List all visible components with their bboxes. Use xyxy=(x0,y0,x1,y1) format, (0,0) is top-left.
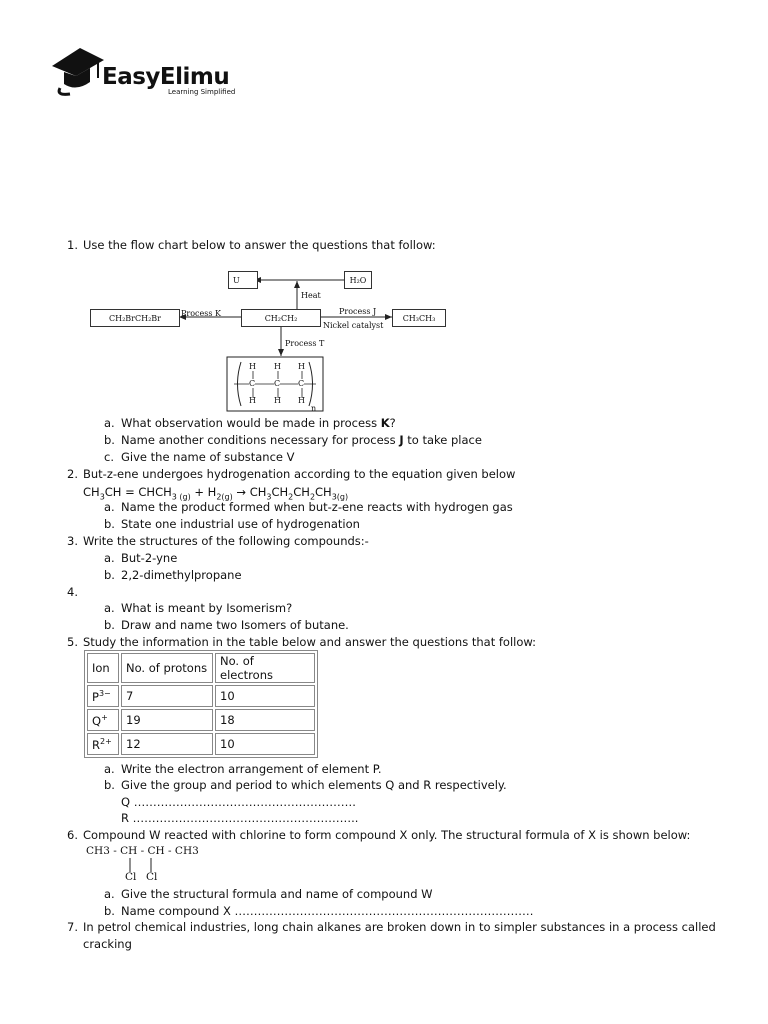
eq-part: + H xyxy=(190,485,217,499)
q5-number: 5. xyxy=(67,635,78,649)
brand-name: EasyElimu xyxy=(102,64,230,90)
q1b-bold: J xyxy=(399,433,404,447)
q3b-mark: b. xyxy=(104,568,115,582)
table-header: Ion xyxy=(87,653,119,683)
q3-text: Write the structures of the following compounds:- xyxy=(83,534,369,548)
eq-part: CH xyxy=(315,485,332,499)
eq-sub: 3 (g) xyxy=(171,492,191,502)
q4b-text: Draw and name two Isomers of butane. xyxy=(121,618,349,632)
ion-symbol: Q xyxy=(92,713,102,728)
q6-number: 6. xyxy=(67,828,78,842)
q1a-bold: K xyxy=(380,416,390,430)
eq-sub: 2 xyxy=(288,492,294,502)
electrons-cell: 10 xyxy=(215,733,315,755)
q6b-mark: b. xyxy=(104,904,115,918)
q6a-mark: a. xyxy=(104,887,115,901)
q1-number: 1. xyxy=(67,238,78,252)
box-u: U xyxy=(228,271,258,289)
q5a-text: Write the electron arrangement of element P. xyxy=(121,762,382,776)
q5b-text: Give the group and period to which elements Q and R respectively. xyxy=(121,778,507,792)
q7-text: In petrol chemical industries, long chain alkanes are broken down in to simpler substances in a process called xyxy=(83,920,716,934)
box-h2o: H₂O xyxy=(344,271,372,289)
q1b-text xyxy=(121,433,482,447)
eq-sub: 2(g) xyxy=(216,492,233,502)
eq-part: CH xyxy=(83,485,100,499)
table-row xyxy=(87,709,315,731)
q2a-text: Name the product formed when but-z-ene reacts with hydrogen gas xyxy=(121,500,513,514)
q4-number: 4. xyxy=(67,585,78,599)
ion-cell xyxy=(87,685,119,707)
eq-part: CH = CHCH xyxy=(104,485,172,499)
q6-text: Compound W reacted with chlorine to form compound X only. The structural formula of X is shown below: xyxy=(83,828,691,842)
q1a-post: ? xyxy=(389,416,396,430)
ion-symbol: R xyxy=(92,737,100,752)
q1c-text: Give the name of substance V xyxy=(121,450,295,464)
polymer-h: H xyxy=(298,396,305,405)
q1a-mark: a. xyxy=(104,416,115,430)
polymer-c: C xyxy=(274,379,281,388)
q6-formula: CH3 - CH - CH - CH3 xyxy=(86,845,199,857)
ion-cell xyxy=(87,733,119,755)
q2-equation xyxy=(83,485,348,501)
q1-text: Use the flow chart below to answer the questions that follow: xyxy=(83,238,436,252)
q2-number: 2. xyxy=(67,467,78,481)
flowchart xyxy=(88,268,460,416)
box-left: CH₂BrCH₂Br xyxy=(90,309,180,327)
protons-cell: 12 xyxy=(121,733,213,755)
table-header: No. of protons xyxy=(121,653,213,683)
brand-tagline: Learning Simplified xyxy=(168,88,236,96)
q5-r-answer-line: R ………………………………………………….. xyxy=(121,811,359,825)
eq-sub: 2 xyxy=(309,492,316,502)
table-row xyxy=(87,685,315,707)
q3-number: 3. xyxy=(67,534,78,548)
flowchart-lines xyxy=(88,268,460,416)
q1c-mark: c. xyxy=(104,450,114,464)
q5b-mark: b. xyxy=(104,778,115,792)
ion-charge: + xyxy=(101,712,108,722)
q7-text-cont: cracking xyxy=(83,937,132,951)
q2b-mark: b. xyxy=(104,517,115,531)
q4a-text: What is meant by Isomerism? xyxy=(121,601,293,615)
polymer-n: n xyxy=(311,404,317,413)
ion-charge: 2+ xyxy=(100,736,112,746)
eq-part: CH xyxy=(271,485,289,499)
q5-q-answer-line: Q …………………………………………………. xyxy=(121,795,356,809)
polymer-h: H xyxy=(249,362,256,371)
q6-cl1: Cl xyxy=(125,871,137,883)
q1b-mark: b. xyxy=(104,433,115,447)
table-header: No. of electrons xyxy=(215,653,315,683)
q6-cl2: Cl xyxy=(146,871,158,883)
q4a-mark: a. xyxy=(104,601,115,615)
q1a-text xyxy=(121,416,396,430)
logo xyxy=(50,44,250,100)
table-header-row xyxy=(87,653,315,683)
label-process-k: Process K xyxy=(181,309,221,318)
label-nickel: Nickel catalyst xyxy=(323,321,384,330)
label-process-j: Process J xyxy=(339,307,377,316)
box-right: CH₃CH₃ xyxy=(392,309,446,327)
electrons-cell: 18 xyxy=(215,709,315,731)
q1b-pre: Name another conditions necessary for process xyxy=(121,433,400,447)
q1a-pre: What observation would be made in process xyxy=(121,416,381,430)
protons-cell: 19 xyxy=(121,709,213,731)
table-row xyxy=(87,733,315,755)
q5-text: Study the information in the table below and answer the questions that follow: xyxy=(83,635,537,649)
ion-symbol: P xyxy=(92,689,99,704)
polymer-h: H xyxy=(274,362,281,371)
q6b-text: Name compound X …………………………………………………………………… xyxy=(121,904,534,918)
ion-cell xyxy=(87,709,119,731)
graduation-cap-icon xyxy=(50,44,106,98)
q4b-mark: b. xyxy=(104,618,115,632)
q3b-text: 2,2-dimethylpropane xyxy=(121,568,242,582)
eq-part: CH xyxy=(293,485,310,499)
electrons-cell: 10 xyxy=(215,685,315,707)
polymer-h: H xyxy=(274,396,281,405)
q2b-text: State one industrial use of hydrogenation xyxy=(121,517,360,531)
ion-table xyxy=(84,650,318,758)
eq-sub: 3 xyxy=(266,492,272,502)
q5a-mark: a. xyxy=(104,762,115,776)
eq-part: → CH xyxy=(232,485,267,499)
q2a-mark: a. xyxy=(104,500,115,514)
q3a-text: But-2-yne xyxy=(121,551,178,565)
label-process-t: Process T xyxy=(285,339,325,348)
protons-cell: 7 xyxy=(121,685,213,707)
polymer-c: C xyxy=(249,379,256,388)
polymer-h: H xyxy=(249,396,256,405)
ion-charge: 3− xyxy=(98,688,111,698)
q1b-post: to take place xyxy=(403,433,482,447)
polymer-c: C xyxy=(298,379,305,388)
box-center: CH₂CH₂ xyxy=(241,309,321,327)
eq-sub: 3(g) xyxy=(331,492,349,502)
q2-text: But-z-ene undergoes hydrogenation according to the equation given below xyxy=(83,467,516,481)
q3a-mark: a. xyxy=(104,551,115,565)
q6a-text: Give the structural formula and name of compound W xyxy=(121,887,433,901)
label-heat: Heat xyxy=(301,291,321,300)
eq-sub: 3 xyxy=(99,492,105,502)
q7-number: 7. xyxy=(67,920,78,934)
polymer-h: H xyxy=(298,362,305,371)
